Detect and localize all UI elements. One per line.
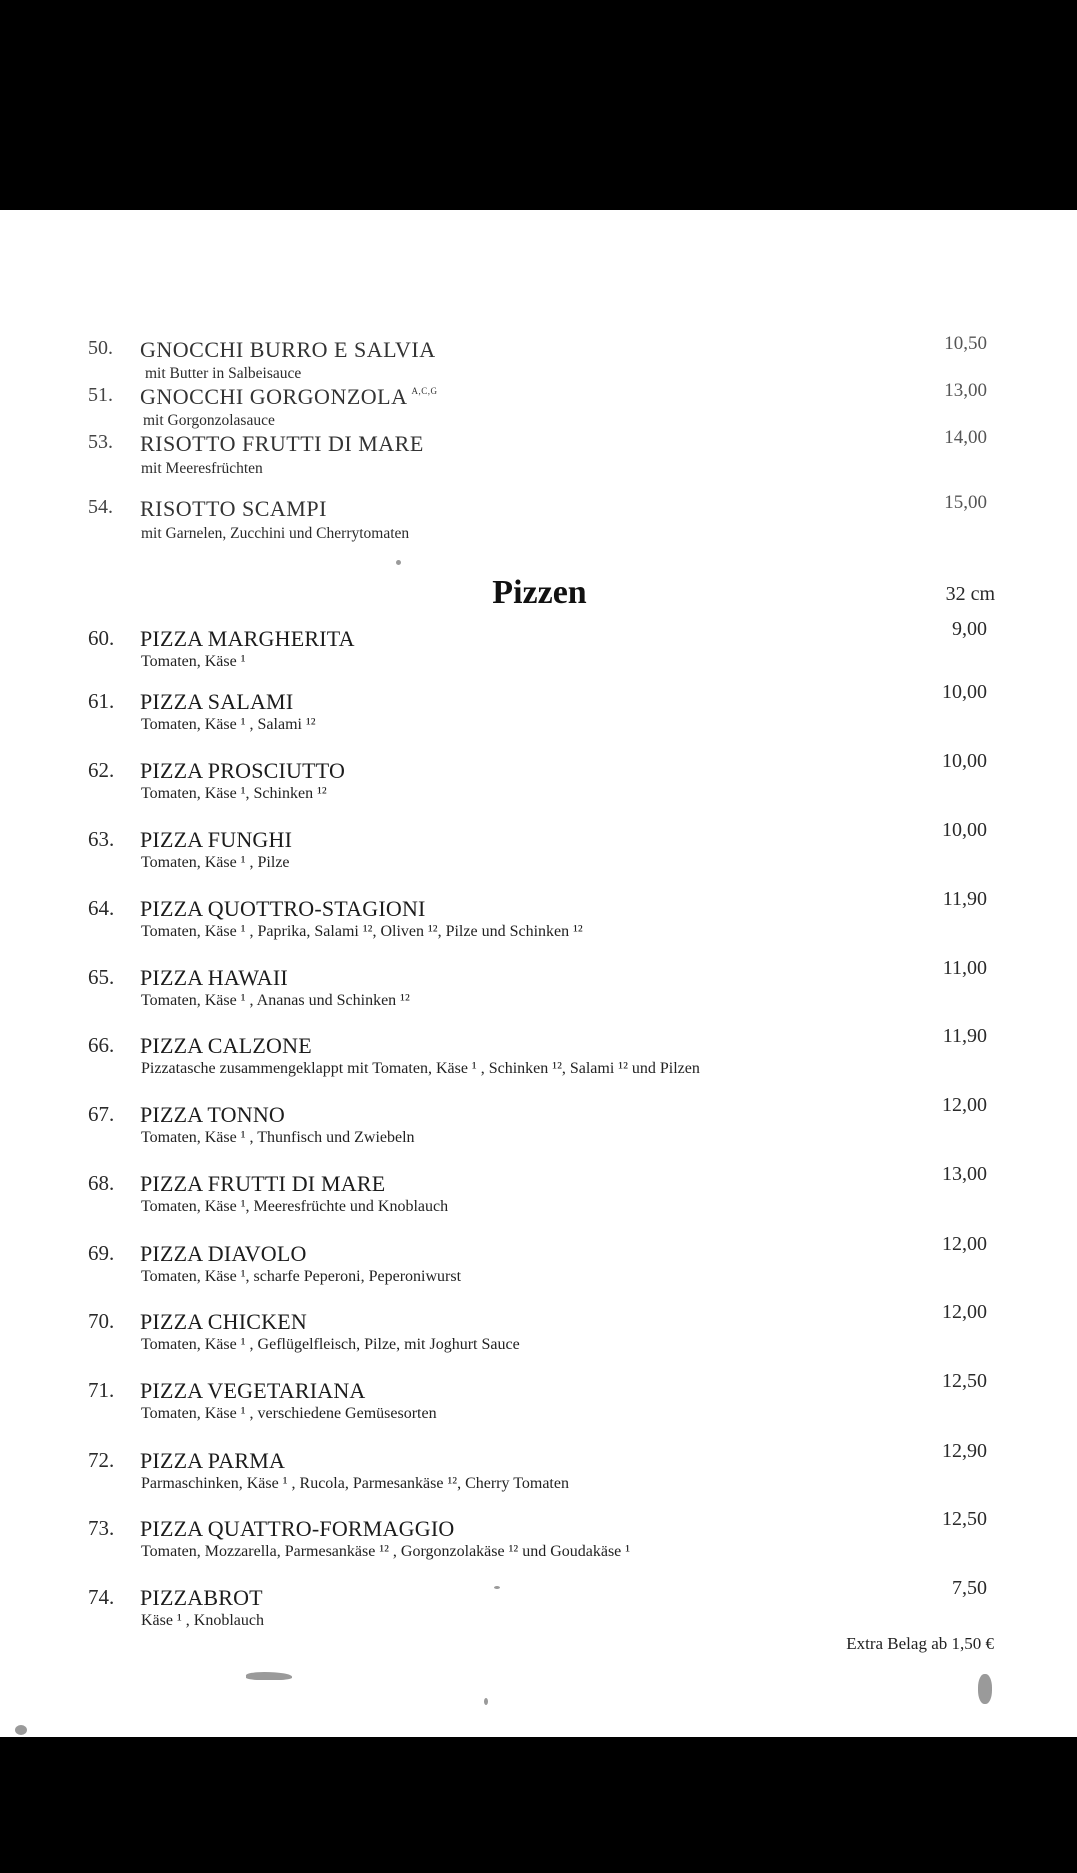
section-heading-text: Pizzen xyxy=(492,574,587,611)
item-title: PIZZA PARMA xyxy=(140,1448,286,1473)
item-title: RISOTTO SCAMPI xyxy=(140,496,327,521)
item-price: 9,00 xyxy=(952,618,987,640)
item-number: 73. xyxy=(88,1516,115,1540)
item-number: 70. xyxy=(88,1309,115,1333)
item-title: GNOCCHI BURRO E SALVIA xyxy=(140,337,436,362)
item-description: mit Meeresfrüchten xyxy=(141,460,263,477)
item-description: Tomaten, Käse ¹ , Thunfisch und Zwiebeln xyxy=(141,1129,415,1146)
item-price: 10,50 xyxy=(944,333,987,354)
item-number: 69. xyxy=(88,1241,115,1265)
scan-speck xyxy=(484,1698,488,1705)
item-number: 72. xyxy=(88,1448,115,1472)
item-price: 13,00 xyxy=(944,380,987,401)
item-title: PIZZA FRUTTI DI MARE xyxy=(140,1171,386,1196)
item-number: 50. xyxy=(88,337,113,359)
item-description: Tomaten, Käse ¹ xyxy=(141,653,246,670)
item-number: 61. xyxy=(88,689,115,713)
item-description: Tomaten, Käse ¹ , verschiedene Gemüsesorten xyxy=(141,1405,437,1422)
item-title: PIZZA PROSCIUTTO xyxy=(140,758,346,783)
top-black-bar xyxy=(0,0,1077,210)
item-price: 10,00 xyxy=(942,819,987,841)
extra-topping-note: Extra Belag ab 1,50 € xyxy=(846,1634,994,1653)
item-title: PIZZA QUOTTRO-STAGIONI xyxy=(140,896,426,921)
item-price: 10,00 xyxy=(942,681,987,703)
item-price: 15,00 xyxy=(944,492,987,513)
item-title: PIZZA HAWAII xyxy=(140,965,288,990)
item-price: 12,90 xyxy=(942,1440,987,1462)
item-number: 66. xyxy=(88,1033,115,1057)
item-description: mit Garnelen, Zucchini und Cherrytomaten xyxy=(141,525,410,542)
item-number: 62. xyxy=(88,758,115,782)
item-price: 10,00 xyxy=(942,750,987,772)
item-description: Tomaten, Käse ¹ , Salami ¹² xyxy=(141,716,316,733)
scan-speck xyxy=(396,560,401,565)
scan-speck xyxy=(15,1725,27,1735)
item-title: PIZZA TONNO xyxy=(140,1102,286,1127)
item-price: 14,00 xyxy=(944,427,987,448)
item-description: Tomaten, Käse ¹ , Pilze xyxy=(141,854,290,871)
item-description: mit Gorgonzolasauce xyxy=(143,412,275,429)
item-number: 74. xyxy=(88,1585,115,1609)
item-title: PIZZA SALAMI xyxy=(140,689,294,714)
item-title: PIZZA CHICKEN xyxy=(140,1309,307,1334)
item-number: 71. xyxy=(88,1378,115,1402)
item-description: Käse ¹ , Knoblauch xyxy=(141,1612,264,1629)
item-title: RISOTTO FRUTTI DI MARE xyxy=(140,431,424,456)
scan-speck xyxy=(494,1586,500,1589)
item-number: 68. xyxy=(88,1171,115,1195)
item-number: 67. xyxy=(88,1102,115,1126)
item-price: 11,90 xyxy=(942,888,987,910)
item-description: mit Butter in Salbeisauce xyxy=(145,365,302,382)
item-title: PIZZA DIAVOLO xyxy=(140,1241,307,1266)
item-description: Tomaten, Käse ¹, Schinken ¹² xyxy=(141,785,327,802)
section-heading-pizzen xyxy=(0,574,1077,612)
item-title: PIZZA CALZONE xyxy=(140,1033,312,1058)
item-price: 12,00 xyxy=(942,1233,987,1255)
item-title: PIZZA VEGETARIANA xyxy=(140,1378,366,1403)
item-number: 60. xyxy=(88,626,115,650)
allergen-codes: A,C,G xyxy=(411,386,438,396)
bottom-black-bar xyxy=(0,1737,1077,1873)
item-price: 12,50 xyxy=(942,1508,987,1530)
item-description: Parmaschinken, Käse ¹ , Rucola, Parmesankäse ¹², Cherry Tomaten xyxy=(141,1475,569,1492)
item-title: PIZZA QUATTRO-FORMAGGIO xyxy=(140,1516,455,1541)
item-description: Tomaten, Käse ¹ , Paprika, Salami ¹², Oliven ¹², Pilze und Schinken ¹² xyxy=(141,923,583,940)
item-number: 63. xyxy=(88,827,115,851)
item-description: Tomaten, Käse ¹ , Ananas und Schinken ¹² xyxy=(141,992,410,1009)
item-title xyxy=(140,384,438,410)
item-price: 12,00 xyxy=(942,1094,987,1116)
item-price: 12,50 xyxy=(942,1370,987,1392)
item-number: 51. xyxy=(88,384,113,406)
item-title: PIZZA FUNGHI xyxy=(140,827,293,852)
item-description: Tomaten, Käse ¹, Meeresfrüchte und Knoblauch xyxy=(141,1198,449,1215)
item-price: 12,00 xyxy=(942,1301,987,1323)
item-title-text: GNOCCHI GORGONZOLA xyxy=(140,384,408,409)
item-number: 54. xyxy=(88,496,113,518)
item-description: Tomaten, Käse ¹, scharfe Peperoni, Peperoniwurst xyxy=(141,1268,462,1285)
item-price: 13,00 xyxy=(942,1163,987,1185)
scan-speck xyxy=(978,1674,992,1704)
item-description: Tomaten, Mozzarella, Parmesankäse ¹² , Gorgonzolakäse ¹² und Goudakäse ¹ xyxy=(141,1543,631,1560)
scan-speck xyxy=(246,1672,292,1680)
item-description: Tomaten, Käse ¹ , Geflügelfleisch, Pilze, mit Joghurt Sauce xyxy=(141,1336,520,1353)
item-number: 53. xyxy=(88,431,113,453)
item-description: Pizzatasche zusammengeklappt mit Tomaten, Käse ¹ , Schinken ¹², Salami ¹² und Pilzen xyxy=(141,1060,700,1077)
item-price: 11,90 xyxy=(942,1025,987,1047)
item-title: PIZZABROT xyxy=(140,1585,263,1610)
item-number: 64. xyxy=(88,896,115,920)
item-number: 65. xyxy=(88,965,115,989)
item-price: 11,00 xyxy=(942,957,987,979)
pizza-size-label: 32 cm xyxy=(945,583,995,605)
item-title: PIZZA MARGHERITA xyxy=(140,626,355,651)
item-price: 7,50 xyxy=(952,1577,987,1599)
